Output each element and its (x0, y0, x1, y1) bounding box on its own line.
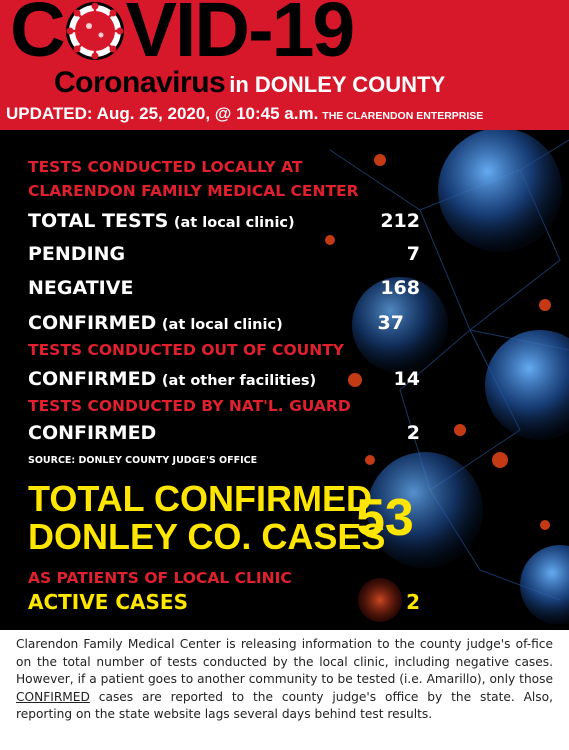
national-guard-confirmed-row (28, 422, 420, 444)
updated-line (6, 104, 483, 124)
local-confirmed-label: CONFIRMED (28, 312, 157, 334)
total-confirmed-line2: DONLEY CO. CASES (28, 516, 386, 557)
header-banner (0, 0, 569, 130)
pending-row (28, 243, 420, 265)
total-tests-row (28, 210, 420, 232)
footnote-underlined: CONFIRMED (16, 689, 90, 704)
total-tests-qualifier: (at local clinic) (173, 215, 295, 231)
total-confirmed-label (28, 480, 385, 556)
total-tests-value: 212 (380, 210, 420, 232)
subtitle-county: in DONLEY COUNTY (229, 72, 446, 97)
local-tests-heading (28, 155, 359, 203)
active-cases-label: ACTIVE CASES (28, 590, 188, 614)
total-confirmed-line1: TOTAL CONFIRMED (28, 478, 372, 519)
stats-panel (0, 130, 569, 630)
national-guard-heading: TESTS CONDUCTED BY NAT'L. GUARD (28, 397, 351, 415)
active-cases-row (28, 590, 420, 614)
virus-cell-3 (485, 330, 569, 440)
pending-label: PENDING (28, 243, 126, 265)
local-heading-line2: CLARENDON FAMILY MEDICAL CENTER (28, 182, 359, 200)
virus-cell-1 (438, 130, 562, 252)
national-guard-confirmed-value: 2 (406, 422, 420, 444)
out-of-county-qualifier: (at other facilities) (161, 373, 317, 389)
total-confirmed-value: 53 (356, 489, 414, 547)
out-of-county-confirmed-value: 14 (393, 368, 420, 390)
publisher-name: THE CLARENDON ENTERPRISE (322, 110, 484, 122)
pending-value: 7 (406, 243, 420, 265)
negative-row (28, 277, 420, 299)
subtitle-coronavirus: Coronavirus (54, 66, 226, 99)
title-letter-c: C (10, 0, 64, 73)
source-note: SOURCE: DONLEY COUNTY JUDGE'S OFFICE (28, 455, 258, 466)
negative-label: NEGATIVE (28, 277, 134, 299)
active-cases-note: AS PATIENTS OF LOCAL CLINIC (28, 569, 292, 587)
local-confirmed-qualifier: (at local clinic) (161, 317, 283, 333)
local-confirmed-value: 37 (377, 312, 404, 334)
total-tests-label: TOTAL TESTS (28, 210, 169, 232)
out-of-county-confirmed-row (28, 368, 420, 390)
negative-value: 168 (380, 277, 420, 299)
national-guard-confirmed-label: CONFIRMED (28, 422, 157, 444)
local-heading-line1: TESTS CONDUCTED LOCALLY AT (28, 158, 303, 176)
footnote (0, 630, 569, 750)
coronavirus-icon (66, 2, 124, 60)
page-title (10, 0, 354, 73)
subtitle (54, 68, 445, 98)
out-of-county-confirmed-label: CONFIRMED (28, 368, 157, 390)
updated-timestamp: UPDATED: Aug. 25, 2020, @ 10:45 a.m. (6, 104, 319, 123)
active-cases-value: 2 (406, 590, 420, 614)
out-of-county-heading: TESTS CONDUCTED OUT OF COUNTY (28, 341, 345, 359)
footnote-text-2: cases are reported to the county judge's office by the state. Also, reporting on the state website lags several days behind test results. (16, 689, 553, 721)
title-rest: VID-19 (125, 0, 354, 73)
local-confirmed-row (28, 312, 420, 334)
virus-cell-5 (520, 545, 569, 625)
footnote-text-1: Clarendon Family Medical Center is releasing information to the county judge's of-fice on the total number of tests conducted by the local clinic, including negative cases. However, if a patient goes to another community to be tested (i.e. Amarillo), only those (16, 637, 553, 686)
